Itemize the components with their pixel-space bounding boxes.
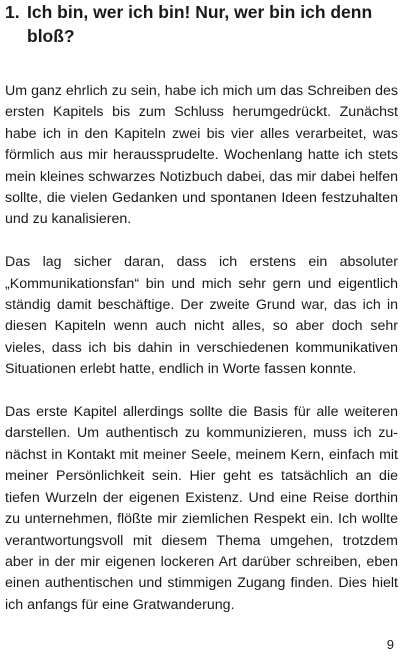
body-text: [5, 81, 398, 638]
page-number: 9: [386, 637, 394, 652]
chapter-heading: [5, 0, 395, 48]
chapter-number: 1.: [5, 2, 20, 22]
paragraph-1: Um ganz ehrlich zu sein, habe ich mich um das Schreiben des ersten Kapitels bis zum Schluss herumgedrückt. Zunächst habe ich in den Kapiteln zwei bis vier alles verarbeitet, was förmlich aus mir heraussprudelte. Wochenlang hatte ich stets mein kleines schwarzes Notizbuch dabei, das mir dabei helfen sollte, die vielen Gedanken und spontanen Ideen festzuhalten und zu kanalisieren.: [5, 83, 398, 228]
paragraph-2: Das lag sicher daran, dass ich erstens ein absoluter „Kommunikationsfan“ bin und mich sehr gern und eigentlich ständig damit beschäftige. Der zweite Grund war, das ich in diesen Kapiteln wenn auch nicht alles, so aber doch sehr vieles, dass ich bis dahin in verschiedenen kommunikativen Situationen erlebt hatte, endlich in Worte fassen konnte.: [5, 254, 398, 378]
chapter-title: Ich bin, wer ich bin! Nur, wer bin ich denn bloß?: [27, 2, 373, 46]
paragraph-3: Das erste Kapitel allerdings sollte die Basis für alle weiteren darstellen. Um authentisch zu kommunizieren, muss ich zunächst in Kontakt mit meiner Seele, meinem Kern, einfach mit meiner Persönlichkeit sein. Hier geht es tatsächlich an die tiefen Wurzeln der eigenen Existenz. Und eine Reise dorthin zu unternehmen, flößte mir ziemlichen Respekt ein. Ich wollte verantwortungsvoll mit diesem Thema umgehen, trotzdem aber in der mir eigenen lockeren Art darüber schreiben, eben einen authentischen und stimmigen Zugang finden. Dies hielt ich anfangs für eine Gratwanderung.: [5, 404, 398, 613]
